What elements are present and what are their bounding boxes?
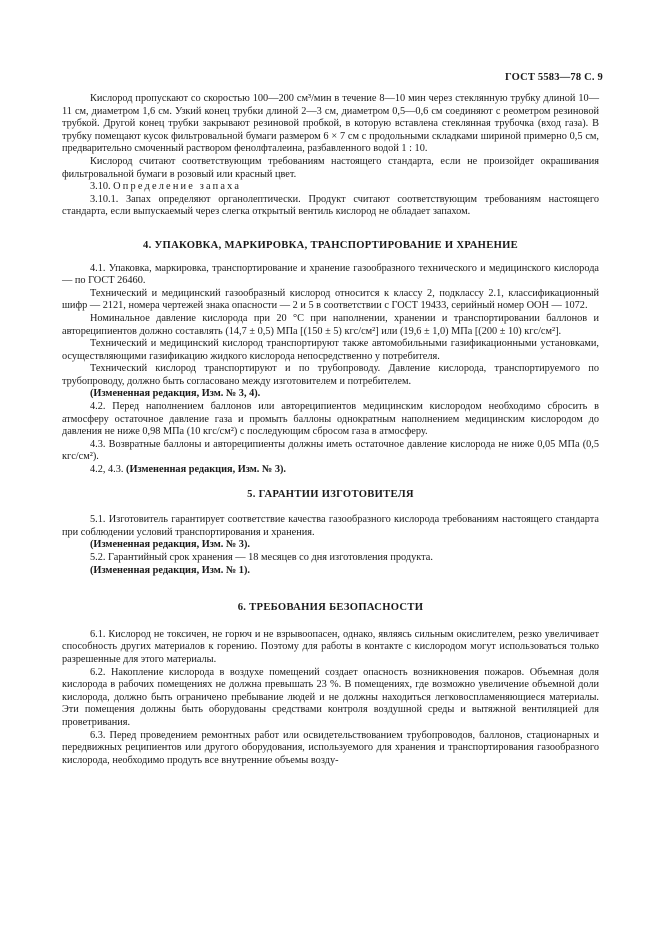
amendment-note: (Измененная редакция, Изм. № 3, 4).	[90, 388, 261, 400]
paragraph-4-1-class: Технический и медицинский газообразный кислород относится к классу 2, подклассу 2.1, классификационный шифр — 2121, номера чертежей знака опасности — 2 и 5 в соответствии с ГОСТ 19433, серийный номер ООН — 1072.	[62, 287, 599, 312]
paragraph-5-1: 5.1. Изготовитель гарантирует соответствие качества газообразного кислорода требованиям настоящего стандарта при соблюдении условий транспортирования и хранения.	[62, 514, 599, 538]
paragraph-4-3: 4.3. Возвратные баллоны и автореципиенты должны иметь остаточное давление кислорода не ниже 0,05 МПа (0,5 кгс/см²).	[62, 438, 599, 463]
subsection-number: 3.10.	[90, 181, 111, 193]
paragraph-4-1: 4.1. Упаковка, маркировка, транспортирование и хранение газообразного технического и медицинского кислорода — по ГОСТ 26460.	[62, 262, 599, 287]
amendment-text: (Измененная редакция, Изм. № 3).	[126, 464, 286, 476]
amendment-prefix: 4.2, 4.3.	[90, 464, 124, 476]
subsection-odor-heading	[62, 181, 599, 194]
paragraph-4-1-pressure: Номинальное давление кислорода при 20 °С при наполнении, хранении и транспортировании баллонов и автореципиентов должно составлять (14,7 ± 0,5) МПа [(150 ± 5) кгс/см²] или (19,6 ± 1,0) МПа [(200 ± 10) кгс/см²].	[62, 312, 599, 337]
paragraph-4-1-pipeline: Технический кислород транспортируют и по трубопроводу. Давление кислорода, транспортируемого по трубопроводу, должно быть согласовано между изготовителем и потребителем.	[62, 363, 599, 387]
amendment-note-4-2-4-3	[62, 464, 599, 477]
section-4-title: 4. УПАКОВКА, МАРКИРОВКА, ТРАНСПОРТИРОВАНИЕ И ХРАНЕНИЕ	[142, 239, 519, 251]
paragraph-6-3: 6.3. Перед проведением ремонтных работ или освидетельствованием трубопроводов, баллонов, стационарных и передвижных реципиентов или другого оборудования, используемого для хранения и транспортирования газообразного кислорода, необходимо продуть все внутренние объемы возду-	[62, 729, 599, 766]
paragraph-oxygen-criteria: Кислород считают соответствующим требованиям настоящего стандарта, если не произойдет окрашивания фильтровальной бумаги в розовый или красный цвет.	[62, 155, 599, 180]
paragraph-5-2: 5.2. Гарантийный срок хранения — 18 месяцев со дня изготовления продукта.	[90, 552, 433, 563]
paragraph-4-1-gasification: Технический и медицинский кислород транспортируют также автомобильными газификационными установками, осуществляющими газификацию жидкого кислорода непосредственно у потребителя.	[62, 338, 599, 362]
amendment-note: (Измененная редакция, Изм. № 1).	[90, 564, 250, 576]
amendment-note: (Измененная редакция, Изм. № 3).	[90, 539, 250, 551]
paragraph-6-1: 6.1. Кислород не токсичен, не горюч и не взрывоопасен, однако, являясь сильным окислителем, резко увеличивает способность других материалов к горению. Поэтому для работы в контакте с кислородом могут использоваться только разрешенные для этого материалы.	[62, 628, 599, 665]
section-6-title: 6. ТРЕБОВАНИЯ БЕЗОПАСНОСТИ	[237, 602, 424, 614]
paragraph-6-2: 6.2. Накопление кислорода в воздухе помещений создает опасность возникновения пожаров. Объемная доля кислорода в рабочих помещениях не должна превышать 23 %. В помещениях, где возможно увеличение объемной доли кислорода, должно быть ограничено пребывание людей и не должны находиться легковоспламеняющиеся материалы. Эти помещения должны быть оборудованы средствами контроля воздушной среды и вытяжной вентиляцией для проветривания.	[62, 666, 599, 728]
document-body	[62, 93, 599, 767]
subsection-title: Определение запаха	[113, 181, 242, 193]
paragraph-oxygen-flow: Кислород пропускают со скоростью 100—200 см³/мин в течение 8—10 мин через стеклянную трубку длиной 10—11 см, диаметром 1,6 см. Узкий конец трубки длиной 2—3 см, диаметром 0,5—0,6 см соединяют с реометром резиновой трубкой. Другой конец трубки закрывают резиновой пробкой, в которую вставлена стеклянная трубочка (вход газа). В трубку помещают кусок фильтровальной бумаги размером 6 × 7 см с продольными складками шириной примерно 0,5 см, предварительно смоченный раствором фенолфталеина, разбавленного водой 1 : 10.	[62, 93, 599, 155]
paragraph-4-2: 4.2. Перед наполнением баллонов или автореципиентов медицинским кислородом необходимо сбросить в атмосферу остаточное давление газа и промыть баллоны однократным наполнением медицинским кислородом до давления не ниже 0,98 МПа (10 кгс/см²) с последующим сбросом газа в атмосферу.	[62, 401, 599, 438]
section-5-title: 5. ГАРАНТИИ ИЗГОТОВИТЕЛЯ	[247, 488, 414, 500]
paragraph-odor-method: 3.10.1. Запах определяют органолептически. Продукт считают соответствующим требованиям настоящего стандарта, если выпускаемый через слегка открытый вентиль кислород не обладает запахом.	[62, 193, 599, 218]
page-header: ГОСТ 5583—78 С. 9	[504, 72, 603, 83]
